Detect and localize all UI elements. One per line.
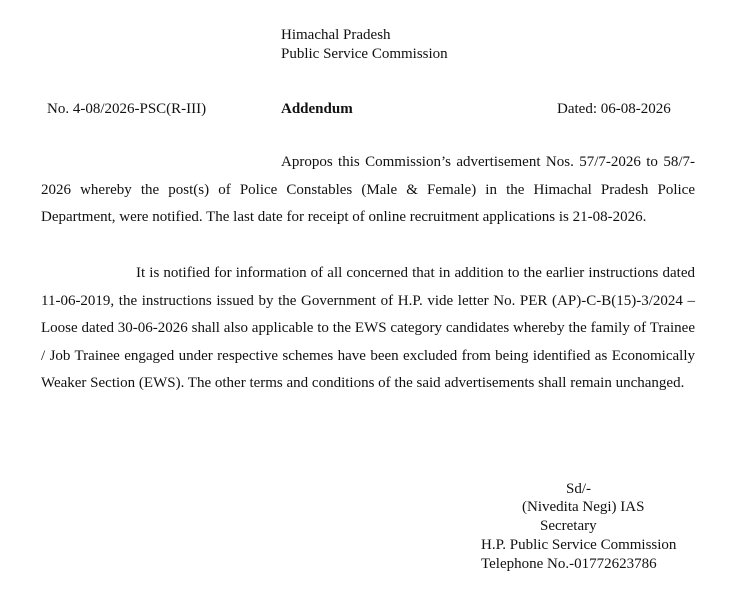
document-date: Dated: 06-08-2026 — [557, 101, 671, 117]
document-title: Addendum — [281, 101, 353, 117]
header-line-state: Himachal Pradesh — [281, 27, 391, 43]
body-paragraph-1: Apropos this Commission’s advertisement Nos. 57/7-2026 to 58/7-2026 whereby the post(s) of Police Constables (Male & Female) in the Himachal Pradesh Police Department, were notified. The last date for receipt of online recruitment applications is 21-08-2026. — [41, 154, 695, 225]
reference-number: No. 4-08/2026-PSC(R-III) — [47, 101, 207, 117]
signature-sd: Sd/- — [566, 481, 592, 497]
signatory-name: (Nivedita Negi) IAS — [522, 499, 645, 515]
body-paragraph-2: It is notified for information of all concerned that in addition to the earlier instructions dated 11-06-2019, the instructions issued by the Government of H.P. vide letter No. PER (AP)-C-B(15)-3/2024 – Loose dated 30-06-2026 shall also applicable to the EWS category candidates whereby the family of Trainee / Job Trainee engaged under respective schemes have been excluded from being identified as Economically Weaker Section (EWS). The other terms and conditions of the said advertisements shall remain unchanged. — [41, 265, 695, 391]
signatory-designation: Secretary — [540, 518, 597, 534]
header-line-commission: Public Service Commission — [281, 46, 448, 62]
signatory-telephone: Telephone No.-01772623786 — [481, 556, 657, 572]
signatory-office: H.P. Public Service Commission — [481, 537, 677, 553]
